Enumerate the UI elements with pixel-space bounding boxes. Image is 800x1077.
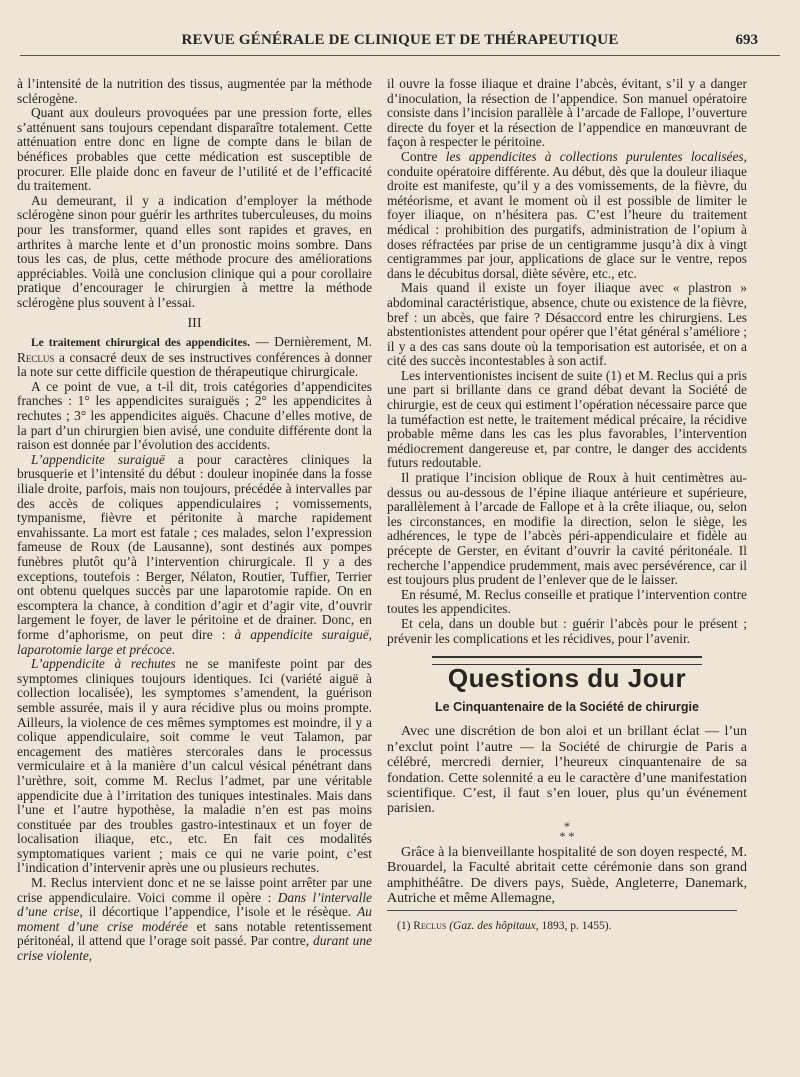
italic-run: (Gaz. des hôpitaux, — [449, 920, 539, 933]
paragraph: A ce point de vue, a t-il dit, trois catégories d’appendicites franches : 1° les appendicites suraiguës ; 2° les appendicites à rechutes ; 3° les appendicites aiguës. Chacune d’elles motive, de la part d’un chirurgien bien avisé, une conduite différente dont la raison est donnée par l’évolution des accidents. — [17, 378, 372, 453]
running-title: REVUE GÉNÉRALE DE CLINIQUE ET DE THÉRAPEUTIQUE — [181, 32, 619, 48]
paragraph: Et cela, dans un double but : guérir l’abcès pour le présent ; prévenir les complications et les récidives, pour l’avenir. — [387, 615, 747, 646]
paragraph: Mais quand il existe un foyer iliaque avec « plastron » abdominal caractéristique, absence, chute ou existence de la fièvre, bref : un abcès, que faire ? Désaccord entre les chirurgiens. Les abstentionistes attendent pour opérer que l’état général s’améliore ; il y a des cas sans doute où la temporisation est autorisée, et on a cité des succès incontestables à son actif. — [387, 280, 747, 369]
text-run: Contre — [401, 148, 438, 164]
text-run: conduite opératoire différente. Au début, dès que la douleur iliaque droite est manifeste, qu’il y a des vomissements, de la fièvre, du météorisme, et avant le moment où il est possible de limiter le foyer iliaque, on n’hésitera pas. C’est l’heure du traitement médical : prohibition des purgatifs, administration de l’opium à doses réfractées par prise de un centigramme jusqu’à dix à vingt centigrammes par jour, applications de glace sur le ventre, repos dans le décubitus dorsal, diète sévère, etc., etc. — [387, 163, 747, 281]
footnote — [387, 919, 747, 934]
italic-run: durant une crise violente, — [17, 933, 372, 964]
text-run: et sans notable retentissement péritonéal, il attend que l’orage soit passé. Par contre, — [17, 918, 372, 949]
paragraph: il ouvre la fosse iliaque et draine l’abcès, évitant, s’il y a danger d’inoculation, la résection de l’appendice. Son manuel opératoire consiste dans l’incision parallèle à l’arcade de Fallope, l’ouverture directe du foyer et la résection de l’appendice en manœuvrant de façon à respecter le péritoine. — [387, 76, 747, 150]
text-run: a pour caractères cliniques la brusquerie et l’intensité du début : douleur inopinée dans la fosse iliale droite, parfois, mais non toujours, précédée à intervalles par des accès de coliques appendiculaires ; vomissements, tympanisme, fièvre et péritonite à marche rapidement envahissante. La mort est fatale ; ces malades, selon l’expression fameuse de Roux (de Lausanne), sont destinés aux pompes funèbres plutôt qu’à l’intervention chirurgicale. Il y a des exceptions, toutefois : Berger, Nélaton, Routier, Tuffier, Terrier ont obtenu quelques succès par une laparotomie rapide. On en escomptera la chance, à condition d’agir et d’agir vite, d’ouvrir largement le foyer, de laver le péritoine et de drainer. Donc, en forme d’aphorisme, on peut dire : — [17, 451, 373, 642]
paragraph — [17, 657, 372, 876]
text-run: M. Reclus intervient donc et ne se laisse point arrêter par une crise appendiculaire. Voici comme il opère : — [17, 875, 372, 905]
section-title: Questions du Jour — [447, 663, 687, 694]
paragraph — [17, 453, 372, 657]
right-column — [387, 77, 747, 934]
paragraph — [387, 150, 747, 281]
text-run: ne se manifeste point par des symptomes cliniques toujours identiques. Ici (variété aiguë à collection localisée), les symptomes s’amendent, la guérison semble assurée, mais il y aura récidive plus ou moins prompte. Ailleurs, la violence de ces mêmes symptomes est moindre, il y a colique appendiculaire, soit comme le veut Talamon, par encagement des matières stercorales dans le processus vermiculaire et à la manière d’un calcul vésical pénétrant dans l’urèthre, soit, comme M. Reclus l’admet, par une véritable appendicite due à l’irritation des tuniques intestinales. Mais dans l’une et l’autre hypothèse, la maladie n’en est pas moins constituée par des troubles gastro-intestinaux et un foyer de localisation iliaque, etc., etc. En fait ces modalités symptomatiques varient ; mais ce qui ne varie point, c’est l’indication d’intervenir après une ou plusieurs rechutes. — [17, 656, 372, 876]
text-run: il décortique l’appendice, l’isole et le résèque. — [88, 904, 352, 920]
paragraph: Au demeurant, il y a indication d’employer la méthode sclérogène sinon pour guérir les arthrites tuberculeuses, du moins pour les transformer, quand elles sont rapides et graves, en arthrites à marche lente et d’un pronostic moins sombre. Dans tous les cas, de plus, cette méthode procure des améliorations appréciables. Voilà une conclusion clinique qui a pour corollaire pratique d’encourager le chirurgien à mettre la méthode sclérogène plus souvent à l’essai. — [17, 192, 372, 310]
footnote-rule — [387, 910, 737, 911]
page-number: 693 — [735, 32, 758, 48]
text-run: 1893, p. 1455). — [541, 920, 612, 933]
section-subtitle: Le Cinquantenaire de la Société de chirurgie — [435, 699, 699, 714]
rubric-heading: Le traitement chirurgical des appendicites. — [31, 337, 250, 350]
paragraph: Avec une discrétion de bon aloi et un brillant éclat — l’un n’exclut point l’autre — la Société de chirurgie de Paris a célébré, mercredi dernier, l’heureux cinquantenaire de sa fondation. Cette solennité a eu le caractère d’une manifestation scientifique. C’est, il faut s’en louer, plus qu’un événement parisien. — [387, 724, 747, 817]
paragraph: Il pratique l’incision oblique de Roux à huit centimètres au-dessus ou au-dessous de l’épine iliaque antérieure et supérieure, parallèlement à l’arcade de Fallope et à la crête iliaque, ou, selon les circonstances, en modifie la direction, selon le siège, les adhérences, le type de l’abcès péri-appendiculaire et fidèle au précepte de Gerster, en évitant d’ouvrir la cavité péritonéale. Il recherche l’appendice prudemment, mais avec persévérence, car il est toujours plus prudent de l’enlever que de le laisser. — [387, 470, 747, 588]
asterism — [387, 818, 747, 843]
paragraph — [17, 876, 372, 964]
text-run: a consacré deux de ses instructives conférences à donner la note sur cette difficile question de thérapeutique chirurgicale. — [17, 349, 372, 380]
italic-lead: L’appendicite à rechutes — [31, 656, 176, 672]
asterism-top: * — [564, 818, 570, 833]
paragraph — [17, 335, 372, 380]
paragraph: Grâce à la bienveillante hospitalité de son doyen respecté, M. Brouardel, la Faculté abritait cette cérémonie dans son grand amphithéâtre. De divers pays, Suède, Angleterre, Danemark, Autriche et même Allemagne, — [387, 844, 747, 906]
section-number: III — [187, 315, 202, 331]
page-header — [20, 29, 780, 56]
italic-run: à appendicite suraiguë, laparotomie large et précoce. — [17, 626, 372, 657]
left-column — [17, 77, 372, 964]
paragraph: Quant aux douleurs provoquées par une pression forte, elles s’atténuent sans toujours cependant disparaître totalement. Cette atténuation entre donc en ligne de compte dans le bilan de bénéfices probables que cette médication est susceptible de procurer. Elle plaide donc en faveur de l’utilité et de l’efficacité du traitement. — [17, 105, 372, 194]
italic-lead: L’appendicite suraiguë — [31, 451, 165, 467]
paragraph: Les interventionistes incisent de suite (1) et M. Reclus qui a pris une part si brillante dans ce grand débat devant la Société de chirurgie, est de ceux qui estiment l’opération nécessaire parce que la tuméfaction est nette, le traitement médical précaire, la récidive probable même dans les cas les plus favorables, l’intervention médiocrement dangereuse et, par contre, le danger des accidents futurs redoutable. — [387, 367, 747, 471]
italic-run: Dans l’intervalle d’une crise, — [17, 889, 372, 920]
italic-run: Au moment d’une crise modérée — [17, 904, 372, 934]
author-name: Reclus — [17, 349, 55, 365]
paragraph: à l’intensité de la nutrition des tissus, augmentée par la méthode sclérogène. — [17, 76, 372, 106]
italic-run: les appendicites à collections purulentes localisées, — [445, 148, 747, 164]
author-name: Reclus — [413, 920, 447, 933]
article-body — [387, 724, 747, 906]
footnote-marker: (1) — [397, 920, 411, 933]
paragraph: En résumé, M. Reclus conseille et pratique l’intervention contre toutes les appendicites. — [387, 586, 747, 617]
asterism-bottom: * * — [559, 828, 575, 843]
text-run: — Dernièrement, M. — [255, 334, 372, 350]
